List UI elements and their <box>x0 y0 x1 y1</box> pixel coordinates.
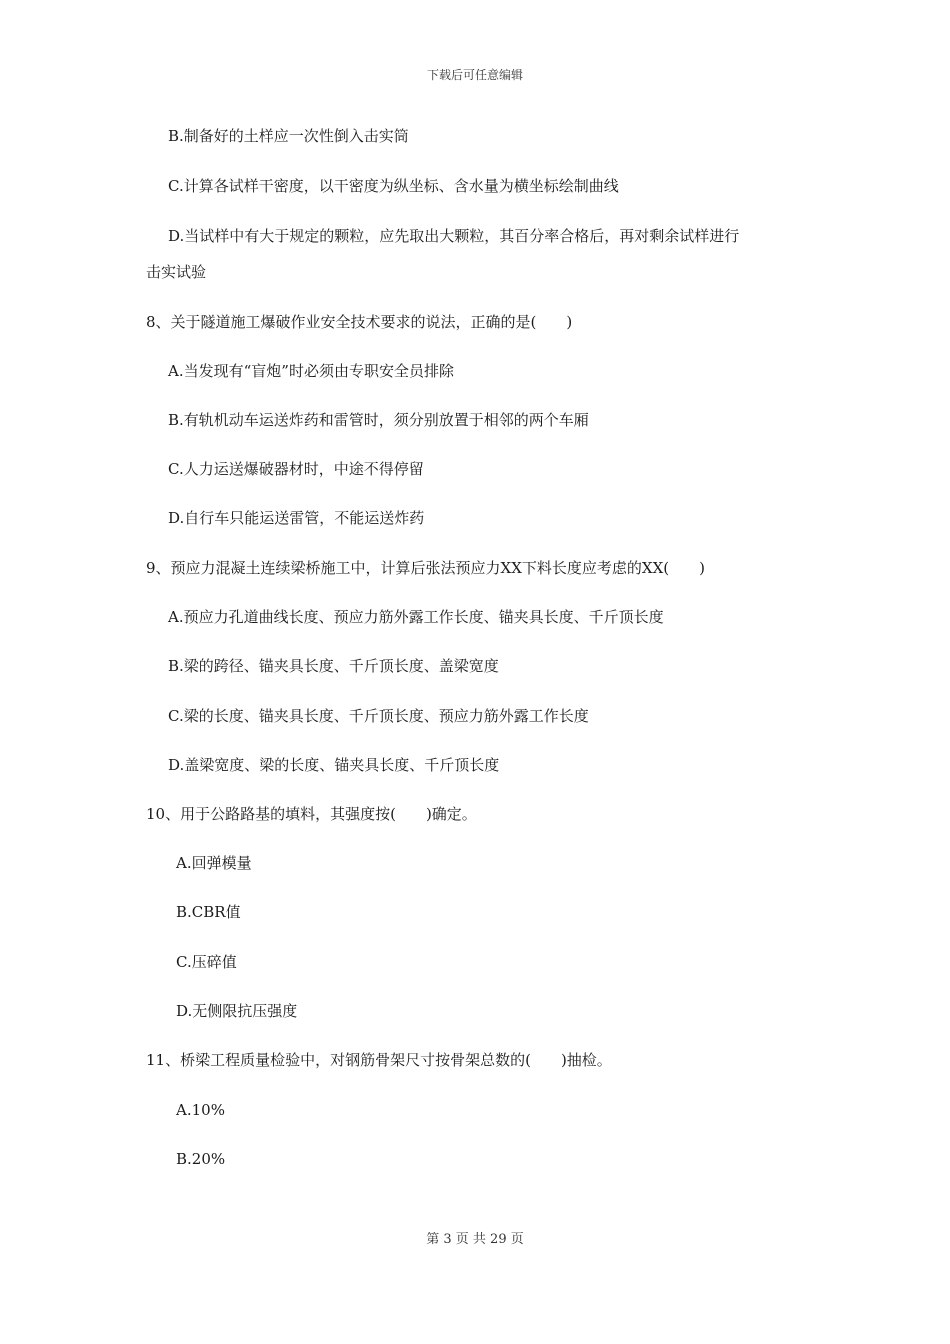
q10-option-d: D.无侧限抗压强度 <box>176 1002 298 1020</box>
q8-option-d: D.自行车只能运送雷管，不能运送炸药 <box>168 509 425 527</box>
q11-option-b: B.20% <box>176 1150 226 1168</box>
q9-option-b: B.梁的跨径、锚夹具长度、千斤顶长度、盖梁宽度 <box>168 657 499 675</box>
q8-stem: 8、关于隧道施工爆破作业安全技术要求的说法，正确的是( ) <box>146 313 573 331</box>
q9-stem: 9、预应力混凝土连续梁桥施工中，计算后张法预应力XX下料长度应考虑的XX( ) <box>146 559 705 577</box>
q11-option-a: A.10% <box>176 1101 225 1119</box>
page-footer: 第 3 页 共 29 页 <box>426 1232 524 1247</box>
q9-option-a: A.预应力孔道曲线长度、预应力筋外露工作长度、锚夹具长度、千斤顶长度 <box>168 608 664 626</box>
q9-option-c: C.梁的长度、锚夹具长度、千斤顶长度、预应力筋外露工作长度 <box>168 707 589 725</box>
q8-option-c: C.人力运送爆破器材时，中途不得停留 <box>168 460 424 478</box>
q7-option-c: C.计算各试样干密度，以干密度为纵坐标、含水量为横坐标绘制曲线 <box>168 177 619 195</box>
q7-option-d: D.当试样中有大于规定的颗粒，应先取出大颗粒，其百分率合格后，再对剩余试样进行 <box>168 227 740 245</box>
q8-option-b: B.有轨机动车运送炸药和雷管时，须分别放置于相邻的两个车厢 <box>168 411 589 429</box>
q11-stem: 11、桥梁工程质量检验中，对钢筋骨架尺寸按骨架总数的( )抽检。 <box>146 1051 612 1069</box>
q7-option-b: B.制备好的土样应一次性倒入击实筒 <box>168 127 409 145</box>
page-header: 下载后可任意编辑 <box>426 68 523 82</box>
q10-stem: 10、用于公路路基的填料，其强度按( )确定。 <box>146 805 477 823</box>
q8-option-a: A.当发现有“盲炮”时必须由专职安全员排除 <box>168 362 454 380</box>
q9-option-d: D.盖梁宽度、梁的长度、锚夹具长度、千斤顶长度 <box>168 756 500 774</box>
q7-option-d-continued: 击实试验 <box>146 263 207 281</box>
q10-option-b: B.CBR值 <box>176 903 241 921</box>
q10-option-a: A.回弹模量 <box>176 854 252 872</box>
q10-option-c: C.压碎值 <box>176 953 237 971</box>
